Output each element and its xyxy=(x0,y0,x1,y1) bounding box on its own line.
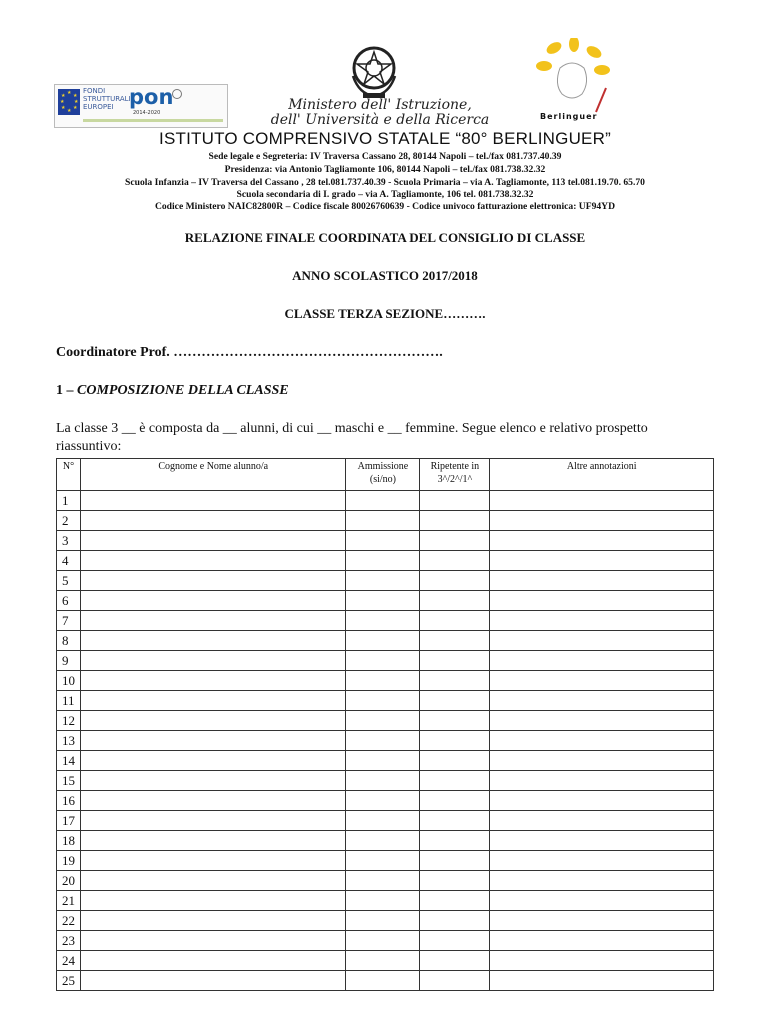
admission-cell[interactable] xyxy=(346,711,420,731)
school-name: ISTITUTO COMPRENSIVO STATALE “80° BERLINGUER” xyxy=(159,129,611,148)
row-number: 18 xyxy=(57,831,81,851)
student-name-cell[interactable] xyxy=(80,831,346,851)
repeater-cell[interactable] xyxy=(420,771,490,791)
admission-cell[interactable] xyxy=(346,851,420,871)
notes-cell[interactable] xyxy=(490,751,714,771)
header-name: Cognome e Nome alunno/a xyxy=(80,459,346,491)
repeater-cell[interactable] xyxy=(420,611,490,631)
document-title: RELAZIONE FINALE COORDINATA DEL CONSIGLIO DI CLASSE xyxy=(184,230,586,245)
school-year: ANNO SCOLASTICO 2017/2018 xyxy=(292,268,478,283)
table-row xyxy=(57,711,714,731)
student-name-cell[interactable] xyxy=(80,851,346,871)
section-title: COMPOSIZIONE DELLA CLASSE xyxy=(77,383,289,398)
ministry-line-1: Ministero dell' Istruzione, xyxy=(288,97,472,113)
row-number: 6 xyxy=(57,591,81,611)
table-row xyxy=(57,791,714,811)
address-line: Presidenza: via Antonio Tagliamonte 106, 80144 Napoli – tel./fax 081.738.32.32 xyxy=(224,164,546,175)
repeater-cell[interactable] xyxy=(420,551,490,571)
notes-cell[interactable] xyxy=(490,551,714,571)
intro-line-2: riassuntivo: xyxy=(56,439,122,454)
row-number: 19 xyxy=(57,851,81,871)
admission-cell[interactable] xyxy=(346,811,420,831)
fondi-strutturali-text: FONDI STRUTTURALI EUROPEI xyxy=(83,87,131,111)
class-line: CLASSE TERZA SEZIONE………. xyxy=(284,306,486,321)
row-number: 7 xyxy=(57,611,81,631)
admission-cell[interactable] xyxy=(346,551,420,571)
table-row xyxy=(57,691,714,711)
header-admission: Ammissione (si/no) xyxy=(346,459,420,491)
repeater-cell[interactable] xyxy=(420,591,490,611)
row-number: 13 xyxy=(57,731,81,751)
student-name-cell[interactable] xyxy=(80,571,346,591)
repeater-cell[interactable] xyxy=(420,811,490,831)
notes-cell[interactable] xyxy=(490,611,714,631)
table-row xyxy=(57,631,714,651)
notes-cell[interactable] xyxy=(490,911,714,931)
notes-cell[interactable] xyxy=(490,791,714,811)
student-name-cell[interactable] xyxy=(80,971,346,991)
admission-cell[interactable] xyxy=(346,911,420,931)
student-name-cell[interactable] xyxy=(80,771,346,791)
notes-cell[interactable] xyxy=(490,971,714,991)
table-row xyxy=(57,951,714,971)
address-line: Sede legale e Segreteria: IV Traversa Cassano 28, 80144 Napoli – tel./fax 081.737.40.39 xyxy=(208,151,562,162)
student-name-cell[interactable] xyxy=(80,931,346,951)
table-row xyxy=(57,731,714,751)
table-row xyxy=(57,511,714,531)
admission-cell[interactable] xyxy=(346,731,420,751)
student-name-cell[interactable] xyxy=(80,691,346,711)
table-row xyxy=(57,891,714,911)
notes-cell[interactable] xyxy=(490,731,714,751)
table-row xyxy=(57,771,714,791)
table-row xyxy=(57,911,714,931)
eu-strip-bar xyxy=(83,119,223,124)
table-row xyxy=(57,591,714,611)
student-name-cell[interactable] xyxy=(80,631,346,651)
notes-cell[interactable] xyxy=(490,691,714,711)
row-number: 14 xyxy=(57,751,81,771)
row-number: 2 xyxy=(57,511,81,531)
repeater-cell[interactable] xyxy=(420,891,490,911)
row-number: 12 xyxy=(57,711,81,731)
admission-cell[interactable] xyxy=(346,691,420,711)
row-number: 1 xyxy=(57,491,81,511)
section-heading xyxy=(56,383,289,399)
student-name-cell[interactable] xyxy=(80,711,346,731)
notes-cell[interactable] xyxy=(490,511,714,531)
admission-cell[interactable] xyxy=(346,631,420,651)
student-name-cell[interactable] xyxy=(80,791,346,811)
admission-cell[interactable] xyxy=(346,931,420,951)
notes-cell[interactable] xyxy=(490,591,714,611)
admission-cell[interactable] xyxy=(346,891,420,911)
table-row xyxy=(57,611,714,631)
notes-cell[interactable] xyxy=(490,891,714,911)
header-notes: Altre annotazioni xyxy=(490,459,714,491)
admission-cell[interactable] xyxy=(346,511,420,531)
notes-cell[interactable] xyxy=(490,931,714,951)
repeater-cell[interactable] xyxy=(420,731,490,751)
header-repeater: Ripetente in 3^/2^/1^ xyxy=(420,459,490,491)
admission-cell[interactable] xyxy=(346,531,420,551)
admission-cell[interactable] xyxy=(346,831,420,851)
table-row xyxy=(57,651,714,671)
row-number: 20 xyxy=(57,871,81,891)
repeater-cell[interactable] xyxy=(420,911,490,931)
ministry-header xyxy=(230,98,530,128)
berlinguer-logo xyxy=(532,38,622,122)
table-row xyxy=(57,491,714,511)
table-row xyxy=(57,931,714,951)
row-number: 4 xyxy=(57,551,81,571)
repeater-cell[interactable] xyxy=(420,931,490,951)
admission-cell[interactable] xyxy=(346,771,420,791)
repeater-cell[interactable] xyxy=(420,671,490,691)
admission-cell[interactable] xyxy=(346,751,420,771)
row-number: 17 xyxy=(57,811,81,831)
table-header-row xyxy=(57,459,714,491)
students-table xyxy=(56,458,714,991)
table-row xyxy=(57,751,714,771)
intro-line-1: La classe 3 __ è composta da __ alunni, di cui __ maschi e __ femmine. Segue elenco e relativo prospetto xyxy=(56,421,648,436)
table-row xyxy=(57,571,714,591)
student-name-cell[interactable] xyxy=(80,871,346,891)
repeater-cell[interactable] xyxy=(420,651,490,671)
repeater-cell[interactable] xyxy=(420,711,490,731)
student-name-cell[interactable] xyxy=(80,891,346,911)
row-number: 25 xyxy=(57,971,81,991)
student-name-cell[interactable] xyxy=(80,751,346,771)
row-number: 10 xyxy=(57,671,81,691)
table-row xyxy=(57,831,714,851)
row-number: 15 xyxy=(57,771,81,791)
student-name-cell[interactable] xyxy=(80,811,346,831)
berlinguer-logo-text: Berlinguer xyxy=(540,112,598,121)
repeater-cell[interactable] xyxy=(420,851,490,871)
repeater-cell[interactable] xyxy=(420,631,490,651)
pon-logo-text: pon xyxy=(129,85,174,109)
notes-cell[interactable] xyxy=(490,631,714,651)
ministry-line-2: dell' Università e della Ricerca xyxy=(270,112,490,128)
table-row xyxy=(57,671,714,691)
ministry-mini-logo xyxy=(172,88,224,116)
notes-cell[interactable] xyxy=(490,851,714,871)
address-line: Scuola secondaria di I. grado – via A. Tagliamonte, 106 tel. 081.738.32.32 xyxy=(236,189,534,200)
student-name-cell[interactable] xyxy=(80,511,346,531)
student-name-cell[interactable] xyxy=(80,531,346,551)
student-name-cell[interactable] xyxy=(80,551,346,571)
repeater-cell[interactable] xyxy=(420,691,490,711)
admission-cell[interactable] xyxy=(346,591,420,611)
repeater-cell[interactable] xyxy=(420,831,490,851)
table-row xyxy=(57,871,714,891)
student-name-cell[interactable] xyxy=(80,731,346,751)
student-name-cell[interactable] xyxy=(80,911,346,931)
address-line: Scuola Infanzia – IV Traversa del Cassano , 28 tel.081.737.40.39 - Scuola Primaria – via A. Tagliamonte, 113 tel.081.19.70. 65.70 xyxy=(125,177,645,188)
admission-cell[interactable] xyxy=(346,951,420,971)
notes-cell[interactable] xyxy=(490,531,714,551)
notes-cell[interactable] xyxy=(490,711,714,731)
eu-flag-icon: ★ ★ ★ ★ ★ ★ ★ ★ xyxy=(60,91,79,114)
repeater-cell[interactable] xyxy=(420,871,490,891)
student-name-cell[interactable] xyxy=(80,591,346,611)
row-number: 3 xyxy=(57,531,81,551)
student-name-cell[interactable] xyxy=(80,611,346,631)
repeater-cell[interactable] xyxy=(420,971,490,991)
repeater-cell[interactable] xyxy=(420,531,490,551)
row-number: 24 xyxy=(57,951,81,971)
pon-years: 2014-2020 xyxy=(133,110,161,116)
notes-cell[interactable] xyxy=(490,771,714,791)
table-row xyxy=(57,851,714,871)
admission-cell[interactable] xyxy=(346,791,420,811)
row-number: 11 xyxy=(57,691,81,711)
student-name-cell[interactable] xyxy=(80,651,346,671)
admission-cell[interactable] xyxy=(346,611,420,631)
row-number: 16 xyxy=(57,791,81,811)
coordinator-line: Coordinatore Prof. …………………………………………………. xyxy=(56,345,443,360)
table-row xyxy=(57,551,714,571)
admission-cell[interactable] xyxy=(346,491,420,511)
admission-cell[interactable] xyxy=(346,651,420,671)
row-number: 21 xyxy=(57,891,81,911)
italian-republic-emblem-icon xyxy=(345,44,403,100)
table-row xyxy=(57,971,714,991)
student-name-cell[interactable] xyxy=(80,671,346,691)
admission-cell[interactable] xyxy=(346,971,420,991)
table-row xyxy=(57,811,714,831)
repeater-cell[interactable] xyxy=(420,751,490,771)
eu-funds-logo xyxy=(54,84,228,128)
header-number: N° xyxy=(57,459,81,491)
student-name-cell[interactable] xyxy=(80,491,346,511)
section-number: 1 – xyxy=(56,383,77,398)
repeater-cell[interactable] xyxy=(420,951,490,971)
table-row xyxy=(57,531,714,551)
repeater-cell[interactable] xyxy=(420,491,490,511)
row-number: 5 xyxy=(57,571,81,591)
row-number: 9 xyxy=(57,651,81,671)
row-number: 23 xyxy=(57,931,81,951)
notes-cell[interactable] xyxy=(490,951,714,971)
repeater-cell[interactable] xyxy=(420,791,490,811)
notes-cell[interactable] xyxy=(490,571,714,591)
row-number: 8 xyxy=(57,631,81,651)
notes-cell[interactable] xyxy=(490,651,714,671)
address-line: Codice Ministero NAIC82800R – Codice fiscale 80026760639 - Codice univoco fatturazione elettronica: UF94YD xyxy=(154,201,616,212)
repeater-cell[interactable] xyxy=(420,511,490,531)
notes-cell[interactable] xyxy=(490,671,714,691)
notes-cell[interactable] xyxy=(490,491,714,511)
notes-cell[interactable] xyxy=(490,871,714,891)
row-number: 22 xyxy=(57,911,81,931)
notes-cell[interactable] xyxy=(490,831,714,851)
admission-cell[interactable] xyxy=(346,871,420,891)
admission-cell[interactable] xyxy=(346,571,420,591)
notes-cell[interactable] xyxy=(490,811,714,831)
repeater-cell[interactable] xyxy=(420,571,490,591)
student-name-cell[interactable] xyxy=(80,951,346,971)
admission-cell[interactable] xyxy=(346,671,420,691)
